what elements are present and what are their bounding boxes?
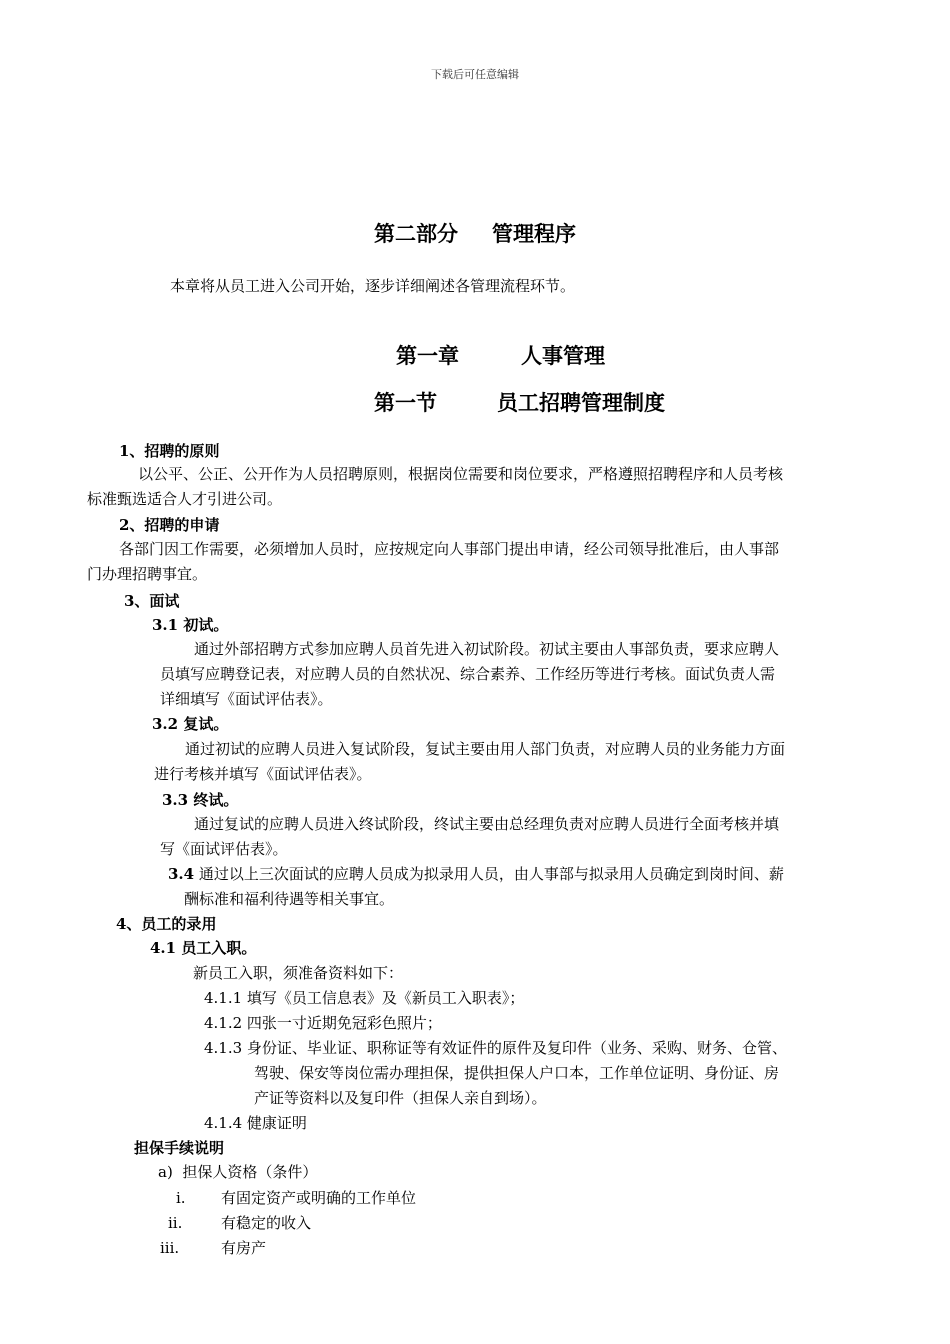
part-label: 第二部分 [374,221,458,246]
chapter-label: 第一章 [396,343,459,368]
heading-first-interview: 3.1 初试。 [152,616,229,634]
guarantee-a-label: a) [158,1163,173,1181]
heading-onboarding: 4.1 员工入职。 [150,939,257,957]
intro-paragraph: 本章将从员工进入公司开始，逐步详细阐述各管理流程环节。 [170,277,576,295]
onboarding-item-1: 4.1.1 填写《员工信息表》及《新员工入职表》； [204,989,525,1007]
interview-result-line2: 酬标准和福利待遇等相关事宜。 [184,890,395,908]
second-interview-line1: 通过初试的应聘人员进入复试阶段，复试主要由用人部门负责，对应聘人员的业务能力方面 [185,740,786,758]
part-title [0,218,950,248]
first-interview-line3: 详细填写《面试评估表》。 [160,690,333,708]
section-label: 第一节 [374,390,437,415]
heading-recruit-principle: 1、招聘的原则 [119,442,220,460]
heading-recruit-application: 2、招聘的申请 [119,516,220,534]
onboarding-item-4: 4.1.4 健康证明 [204,1114,307,1132]
chapter-name: 人事管理 [521,343,605,368]
header-note: 下载后可任意编辑 [431,68,519,81]
onboarding-item-3-line2: 驾驶、保安等岗位需办理担保，提供担保人户口本，工作单位证明、身份证、房 [254,1064,780,1082]
guarantee-item-num: ii. [168,1214,183,1232]
onboarding-item-3-line1: 4.1.3 身份证、毕业证、职称证等有效证件的原件及复印件（业务、采购、财务、仓管、 [204,1039,787,1057]
interview-result-line1 [168,862,784,887]
part-name: 管理程序 [492,221,576,246]
guarantee-a [158,1160,317,1185]
onboarding-intro: 新员工入职，须准备资料如下： [193,964,404,982]
recruit-principle-line2: 标准甄选适合人才引进公司。 [87,490,283,508]
guarantee-a-text: 担保人资格（条件） [182,1163,318,1181]
onboarding-item-3-line3: 产证等资料以及复印件（担保人亲自到场）。 [254,1089,547,1107]
first-interview-line1: 通过外部招聘方式参加应聘人员首先进入初试阶段。初试主要由人事部负责，要求应聘人 [194,640,780,658]
interview-result-text: 通过以上三次面试的应聘人员成为拟录用人员，由人事部与拟录用人员确定到岗时间、薪 [198,865,784,883]
onboarding-item-2: 4.1.2 四张一寸近期免冠彩色照片； [204,1014,442,1032]
heading-guarantee: 担保手续说明 [134,1139,225,1157]
section-title [374,387,665,417]
interview-result-num: 3.4 [168,865,195,883]
section-name: 员工招聘管理制度 [497,390,665,415]
heading-employee-hiring: 4、员工的录用 [116,915,217,933]
recruit-application-line1: 各部门因工作需要，必须增加人员时，应按规定向人事部门提出申请，经公司领导批准后，由人事部 [119,540,780,558]
guarantee-item-text: 有稳定的收入 [221,1214,312,1232]
heading-second-interview: 3.2 复试。 [152,715,229,733]
chapter-title [396,340,605,370]
guarantee-item-text: 有房产 [221,1239,267,1257]
final-interview-line1: 通过复试的应聘人员进入终试阶段，终试主要由总经理负责对应聘人员进行全面考核并填 [194,815,780,833]
guarantee-item-text: 有固定资产或明确的工作单位 [221,1189,417,1207]
guarantee-item-num: i. [176,1189,186,1207]
heading-final-interview: 3.3 终试。 [162,791,239,809]
guarantee-item-num: iii. [160,1239,180,1257]
recruit-application-line2: 门办理招聘事宜。 [87,565,208,583]
final-interview-line2: 写《面试评估表》。 [160,840,288,858]
recruit-principle-line1: 以公平、公正、公开作为人员招聘原则，根据岗位需要和岗位要求，严格遵照招聘程序和人员考核 [138,465,784,483]
first-interview-line2: 员填写应聘登记表，对应聘人员的自然状况、综合素养、工作经历等进行考核。面试负责人需 [160,665,776,683]
heading-interview: 3、面试 [124,592,180,610]
second-interview-line2: 进行考核并填写《面试评估表》。 [154,765,372,783]
